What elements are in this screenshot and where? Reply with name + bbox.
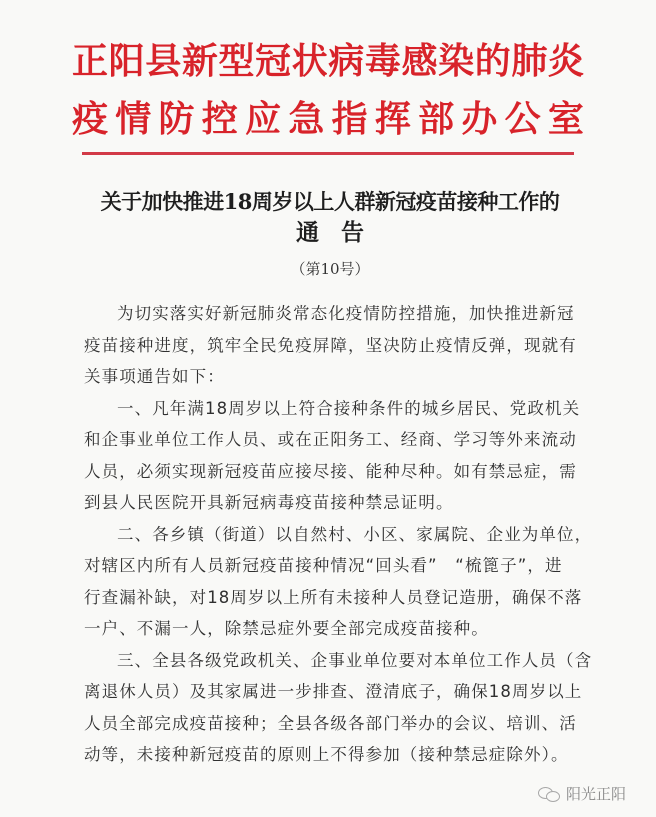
notice-number: （第10号） xyxy=(290,260,370,278)
header-char: 肺 xyxy=(511,41,550,82)
header-char: 阳 xyxy=(108,41,147,82)
body-line: 一户、不漏一人，除禁忌症外要全部完成疫苗接种。 xyxy=(84,619,489,638)
header-char: 染 xyxy=(438,41,477,82)
header-char: 冠 xyxy=(255,41,294,82)
notice-title-suffix: 通告 xyxy=(296,219,386,246)
body-line: 一、凡年满18周岁以上符合接种条件的城乡居民、党政机关 xyxy=(117,398,581,418)
header-char: 急 xyxy=(288,99,327,140)
body-line: 为切实落实好新冠肺炎常态化疫情防控措施，加快推进新冠 xyxy=(117,304,575,323)
header-char: 应 xyxy=(245,99,284,140)
body-line: 关事项通告如下： xyxy=(84,367,225,386)
header-char: 县 xyxy=(145,41,184,82)
body-line: 二、各乡镇（街道）以自然村、小区、家属院、企业为单位， xyxy=(117,524,593,544)
body-line: 和企事业单位工作人员、或在正阳务工、经商、学习等外来流动 xyxy=(84,430,577,449)
notice-body xyxy=(84,298,593,771)
body-line: 到县人民医院开具新冠病毒疫苗接种禁忌证明。 xyxy=(84,493,454,512)
header-char: 指 xyxy=(331,99,370,140)
header-char: 状 xyxy=(291,41,330,82)
body-line: 人员全部完成疫苗接种；全县各级各部门举办的会议、培训、活 xyxy=(84,713,577,733)
header-char: 的 xyxy=(474,41,513,82)
issuer-header-line-1 xyxy=(72,40,584,84)
header-char: 公 xyxy=(504,99,543,140)
header-char: 室 xyxy=(547,99,586,140)
header-char: 正 xyxy=(72,41,111,82)
notice-title: 关于加快推进18周岁以上人群新冠疫苗接种工作的 xyxy=(100,189,560,214)
red-header-divider xyxy=(82,152,574,155)
wechat-icon xyxy=(538,786,560,802)
header-char: 型 xyxy=(218,41,257,82)
body-line: 离退休人员）及其家属进一步排查、澄清底子，确保18周岁以上 xyxy=(84,682,583,701)
body-line: 行查漏补缺，对18周岁以上所有未接种人员登记造册，确保不落 xyxy=(84,587,583,607)
watermark-text: 阳光正阳 xyxy=(566,785,627,803)
issuer-header-line-2 xyxy=(72,98,584,142)
body-line: 疫苗接种进度，筑牢全民免疫屏障，坚决防止疫情反弹，现就有 xyxy=(84,335,577,355)
header-char: 挥 xyxy=(374,99,413,140)
body-line: 人员，必须实现新冠疫苗应接尽接、能种尽种。如有禁忌症，需 xyxy=(84,461,577,481)
header-char: 情 xyxy=(115,99,154,140)
header-char: 办 xyxy=(461,99,500,140)
header-char: 炎 xyxy=(547,41,586,82)
header-char: 感 xyxy=(401,41,440,82)
header-char: 防 xyxy=(158,99,197,140)
header-char: 疫 xyxy=(72,99,111,140)
header-char: 病 xyxy=(328,41,367,82)
header-char: 新 xyxy=(181,41,220,82)
body-line: 三、全县各级党政机关、企事业单位要对本单位工作人员（含 xyxy=(117,650,593,670)
header-char: 控 xyxy=(201,99,240,140)
header-char: 毒 xyxy=(364,41,403,82)
header-char: 部 xyxy=(418,99,457,140)
source-watermark xyxy=(538,783,626,804)
body-line: 对辖区内所有人员新冠疫苗接种情况“回头看” “梳篦子”，进 xyxy=(84,556,563,575)
body-line: 动等，未接种新冠疫苗的原则上不得参加（接种禁忌症除外）。 xyxy=(84,745,569,764)
